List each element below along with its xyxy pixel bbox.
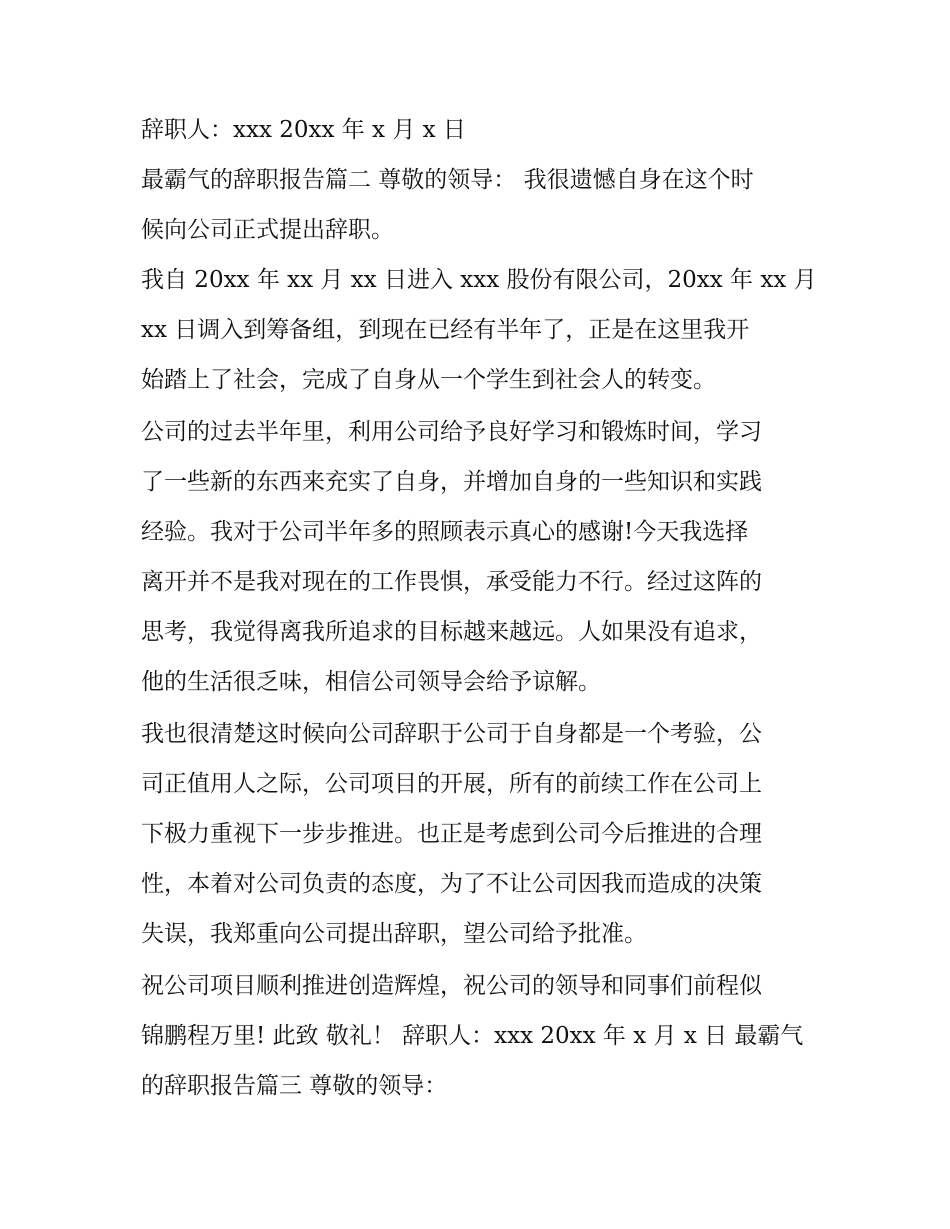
text-line: 祝公司项目顺利推进创造辉煌，祝公司的领导和同事们前程似 <box>141 973 762 999</box>
text-line: 他的生活很乏味，相信公司领导会给予谅解。 <box>141 669 601 695</box>
text-line: 了一些新的东西来充实了自身，并增加自身的一些知识和实践 <box>141 469 762 495</box>
text-line: 思考，我觉得离我所追求的目标越来越远。人如果没有追求， <box>141 619 762 645</box>
text-line: 最霸气的辞职报告篇二 尊敬的领导： 我很遗憾自身在这个时 <box>141 167 754 193</box>
text-line: xx 日调入到筹备组，到现在已经有半年了，正是在这里我开 <box>141 317 750 343</box>
text-line: 锦鹏程万里! 此致 敬礼！ 辞职人：xxx 20xx 年 x 月 x 日 最霸气 <box>141 1023 804 1049</box>
text-line: 下极力重视下一步步推进。也正是考虑到公司今后推进的合理 <box>141 821 762 847</box>
text-line: 辞职人：xxx 20xx 年 x 月 x 日 <box>141 117 466 143</box>
text-line: 性，本着对公司负责的态度，为了不让公司因我而造成的决策 <box>141 871 762 897</box>
text-line: 候向公司正式提出辞职。 <box>141 217 394 243</box>
text-line: 的辞职报告篇三 尊敬的领导： <box>141 1073 448 1099</box>
text-line: 司正值用人之际，公司项目的开展，所有的前续工作在公司上 <box>141 771 762 797</box>
text-line: 失误，我郑重向公司提出辞职，望公司给予批准。 <box>141 921 647 947</box>
text-line: 我自 20xx 年 xx 月 xx 日进入 xxx 股份有限公司，20xx 年 xx 月 <box>141 267 817 293</box>
text-line: 离开并不是我对现在的工作畏惧，承受能力不行。经过这阵的 <box>141 569 762 595</box>
text-line: 公司的过去半年里，利用公司给予良好学习和锻炼时间，学习 <box>141 419 762 445</box>
text-line: 我也很清楚这时候向公司辞职于公司于自身都是一个考验，公 <box>141 721 762 747</box>
text-line: 始踏上了社会，完成了自身从一个学生到社会人的转变。 <box>141 367 716 393</box>
text-line: 经验。我对于公司半年多的照顾表示真心的感谢!今天我选择 <box>141 519 749 545</box>
